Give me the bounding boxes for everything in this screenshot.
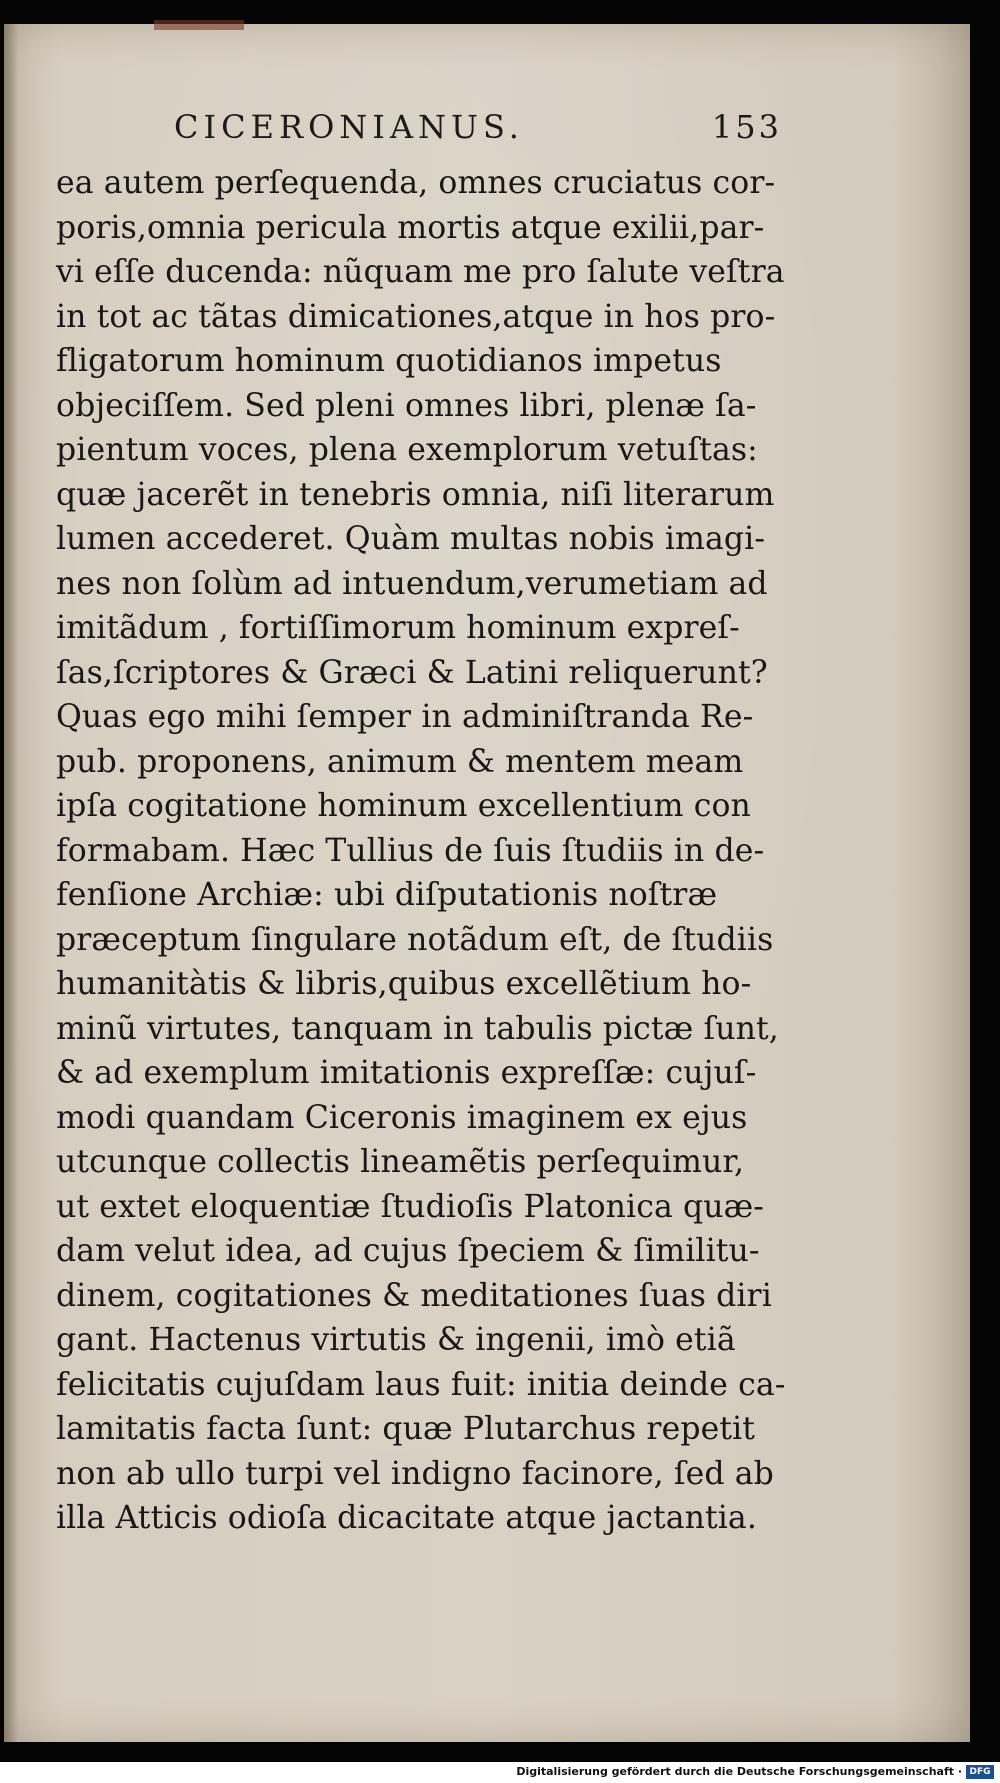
text-line: dam velut idea, ad cujus ſpeciem & ſimilitu-	[56, 1233, 760, 1269]
text-line: humanitàtis & libris,quibus excellẽtium ho-	[56, 966, 752, 1002]
text-line: illa Atticis odioſa dicacitate atque jactantia.	[56, 1500, 757, 1536]
text-line: lumen accederet. Quàm multas nobis imagi-	[56, 521, 766, 557]
text-line: quæ jacerẽt in tenebris omnia, niſi literarum	[56, 476, 775, 513]
text-line: modi quandam Ciceronis imaginem ex ejus	[56, 1099, 748, 1136]
page-stain	[154, 20, 244, 30]
text-line: nes non ſolùm ad intuendum,verumetiam ad	[56, 565, 768, 602]
text-line: lamitatis facta ſunt: quæ Plutarchus repetit	[56, 1411, 756, 1447]
text-line: pientum voces, plena exemplorum vetuſtas:	[56, 432, 758, 468]
funding-credit: Digitalisierung gefördert durch die Deutsche Forschungsgemeinschaft ·	[516, 1765, 962, 1778]
text-line: ea autem perſequenda, omnes cruciatus cor-	[56, 165, 776, 201]
text-line: fenſione Archiæ: ubi diſputationis noſtræ	[56, 877, 718, 913]
page-edge-shadow	[4, 24, 18, 1742]
text-line: Quas ego mihi ſemper in adminiſtranda Re-	[56, 699, 754, 735]
digitization-footer	[0, 1762, 1000, 1783]
running-head-title: CICERONIANUS.	[174, 108, 524, 146]
text-line: objeciſſem. Sed pleni omnes libri, plenæ ſa-	[56, 387, 757, 424]
text-line: utcunque collectis lineamẽtis perſequimur,	[56, 1144, 745, 1180]
text-line: præceptum ſingulare notãdum eſt, de ſtudiis	[56, 921, 774, 958]
text-line: ipſa cogitatione hominum excellentium con	[56, 788, 751, 824]
text-line: pub. proponens, animum & mentem meam	[56, 743, 744, 780]
text-line: vi eſſe ducenda: nũquam me pro ſalute veſtra	[56, 254, 785, 290]
running-head	[174, 108, 782, 158]
book-page	[4, 24, 970, 1742]
page-number: 153	[711, 108, 782, 146]
text-line: formabam. Hæc Tullius de ſuis ſtudiis in de-	[56, 832, 765, 869]
text-line: poris,omnia pericula mortis atque exilii,par-	[56, 209, 765, 246]
text-line: in tot ac tãtas dimicationes,atque in hos pro-	[56, 298, 776, 335]
text-line: dinem, cogitationes & meditationes ſuas diri	[56, 1277, 772, 1314]
dfg-logo-icon: DFG	[966, 1765, 994, 1779]
text-line: ut extet eloquentiæ ſtudioſis Platonica quæ-	[56, 1188, 765, 1225]
text-line: non ab ullo turpi vel indigno facinore, ſed ab	[56, 1455, 774, 1492]
text-line: & ad exemplum imitationis expreſſæ: cujuſ-	[56, 1055, 757, 1091]
text-line: fligatorum hominum quotidianos impetus	[56, 343, 722, 379]
text-line: felicitatis cujuſdam laus fuit: initia deinde ca-	[56, 1366, 786, 1403]
text-line: imitãdum , fortiſſimorum hominum expreſ-	[56, 610, 740, 646]
body-text	[56, 161, 786, 1541]
text-line: ſas,ſcriptores & Græci & Latini reliquerunt?	[56, 654, 768, 691]
text-line: gant. Hactenus virtutis & ingenii, imò etiã	[56, 1322, 736, 1358]
text-line: minũ virtutes, tanquam in tabulis pictæ ſunt,	[56, 1010, 779, 1047]
